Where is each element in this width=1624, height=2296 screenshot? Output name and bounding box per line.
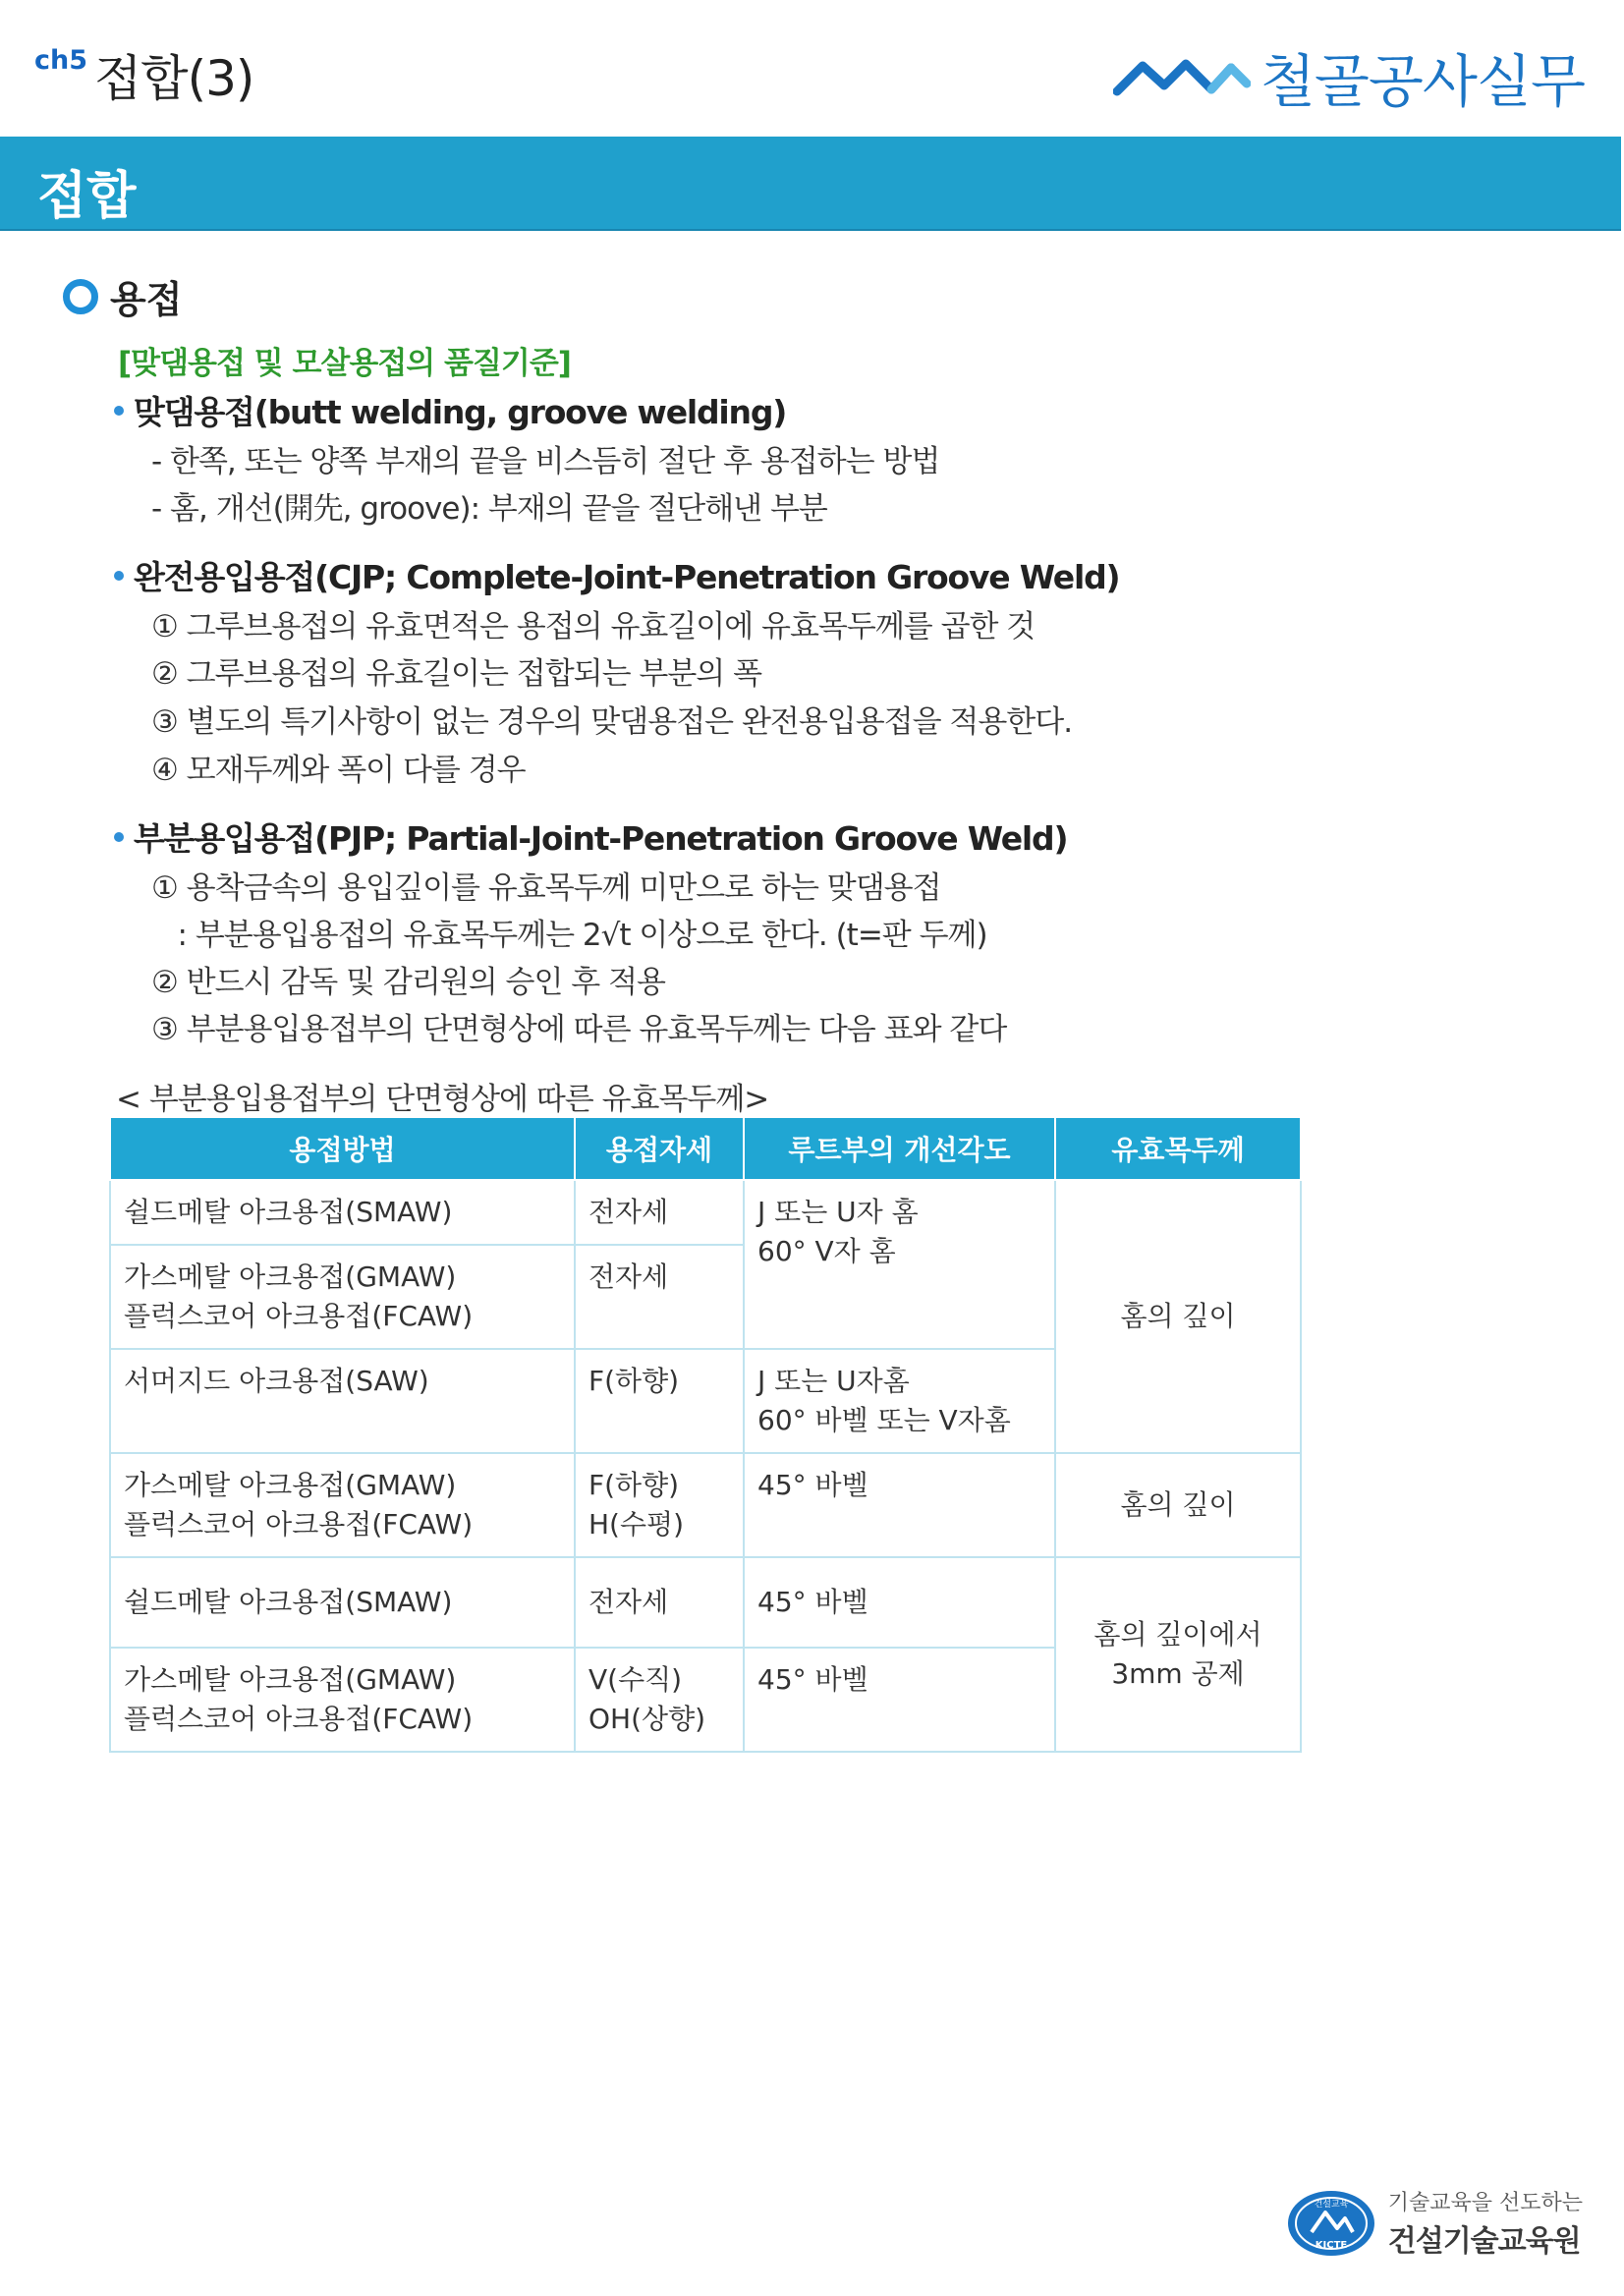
body-line: ② 반드시 감독 및 감리원의 승인 후 적용: [151, 965, 665, 1000]
footer-tagline: 기술교육을 선도하는: [1387, 2191, 1583, 2215]
body-line: ① 그루브용접의 유효면적은 용접의 유효길이에 유효목두께를 곱한 것: [151, 609, 1036, 644]
bullet-title: 완전용입용접(CJP; Complete-Joint-Penetration Groove Weld): [134, 558, 1120, 596]
cell-position: 전자세: [575, 1245, 744, 1349]
table-header-row: [110, 1118, 1301, 1180]
emblem-top-text: 건설교육: [1314, 2199, 1349, 2210]
cell-method: 쉴드메탈 아크용접(SMAW): [110, 1180, 575, 1245]
body-line: : 부분용입용접의 유효목두께는 2√t 이상으로 한다. (t=판 두께): [151, 918, 987, 953]
bullet-heading: [114, 387, 786, 433]
col-header-method: 용접방법: [110, 1118, 575, 1180]
body-line: ③ 별도의 특기사항이 없는 경우의 맞댐용접은 완전용입용접을 적용한다.: [151, 704, 1073, 740]
wave-logo-icon: [1113, 54, 1251, 99]
section-subtitle: [맞댐용접 및 모살용접의 품질기준]: [118, 346, 571, 381]
cell-method: 쉴드메탈 아크용접(SMAW): [110, 1557, 575, 1648]
footer-logo: [1286, 2186, 1583, 2260]
kicte-emblem-icon: [1286, 2189, 1376, 2258]
body-line: ① 용착금속의 용입깊이를 유효목두께 미만으로 하는 맞댐용접: [151, 870, 941, 906]
bullet-heading: [114, 813, 1067, 860]
footer-text: [1388, 2186, 1583, 2260]
body-line: ② 그루브용접의 유효길이는 접합되는 부분의 폭: [151, 656, 762, 692]
col-header-position: 용접자세: [575, 1118, 744, 1180]
col-header-angle: 루트부의 개선각도: [744, 1118, 1055, 1180]
body-line: - 홈, 개선(開先, groove): 부재의 끝을 절단해낸 부분: [151, 491, 827, 527]
bullet-heading: [114, 552, 1119, 598]
table-row: [110, 1453, 1301, 1557]
cell-position: 전자세: [575, 1557, 744, 1648]
cell-angle: J 또는 U자홈 60° 바벨 또는 V자홈: [744, 1349, 1055, 1453]
bullet-title: 부분용입용접(PJP; Partial-Joint-Penetration Groove Weld): [134, 819, 1068, 858]
brand-name: 철골공사실무: [1260, 48, 1585, 115]
cell-angle: 45° 바벨: [744, 1453, 1055, 1557]
cell-angle: 45° 바벨: [744, 1557, 1055, 1648]
brand-logo: [1113, 35, 1585, 118]
cell-throat: 홈의 깊이에서 3mm 공제: [1055, 1557, 1301, 1752]
chapter-tag: ch5: [34, 45, 88, 76]
dot-bullet-icon: [114, 571, 124, 581]
cell-method: 가스메탈 아크용접(GMAW) 플럭스코어 아크용접(FCAW): [110, 1648, 575, 1752]
table-row: [110, 1180, 1301, 1245]
bullet-title: 맞댐용접(butt welding, groove welding): [134, 393, 787, 431]
ring-bullet-icon: [63, 279, 98, 314]
body-line: ④ 모재두께와 폭이 다를 경우: [151, 753, 526, 788]
cell-position: V(수직) OH(상향): [575, 1648, 744, 1752]
dot-bullet-icon: [114, 832, 124, 842]
cell-method: 서머지드 아크용접(SAW): [110, 1349, 575, 1453]
dot-bullet-icon: [114, 406, 124, 416]
banner-title: 접합: [37, 167, 137, 226]
col-header-throat: 유효목두께: [1055, 1118, 1301, 1180]
table-row: [110, 1557, 1301, 1648]
cell-position: F(하향) H(수평): [575, 1453, 744, 1557]
emblem-text: KICTE: [1315, 2239, 1347, 2251]
body-line: - 한쪽, 또는 양쪽 부재의 끝을 비스듬히 절단 후 용접하는 방법: [151, 444, 940, 479]
chapter-title: 접합(3): [94, 50, 254, 107]
weld-throat-table: [109, 1118, 1302, 1753]
cell-position: F(하향): [575, 1349, 744, 1453]
cell-angle: J 또는 U자 홈 60° V자 홈: [744, 1180, 1055, 1349]
cell-method: 가스메탈 아크용접(GMAW) 플럭스코어 아크용접(FCAW): [110, 1245, 575, 1349]
cell-angle: 45° 바벨: [744, 1648, 1055, 1752]
cell-throat: 홈의 깊이: [1055, 1453, 1301, 1557]
cell-position: 전자세: [575, 1180, 744, 1245]
body-line: ③ 부분용입용접부의 단면형상에 따른 유효목두께는 다음 표와 같다: [151, 1012, 1007, 1047]
table-caption: < 부분용입용접부의 단면형상에 따른 유효목두께>: [116, 1082, 769, 1117]
cell-method: 가스메탈 아크용접(GMAW) 플럭스코어 아크용접(FCAW): [110, 1453, 575, 1557]
footer-org: 건설기술교육원: [1387, 2224, 1581, 2259]
title-banner: [0, 137, 1621, 231]
section-heading: [63, 269, 182, 323]
section-title: 용접: [110, 278, 183, 321]
cell-throat: 홈의 깊이: [1055, 1180, 1301, 1453]
